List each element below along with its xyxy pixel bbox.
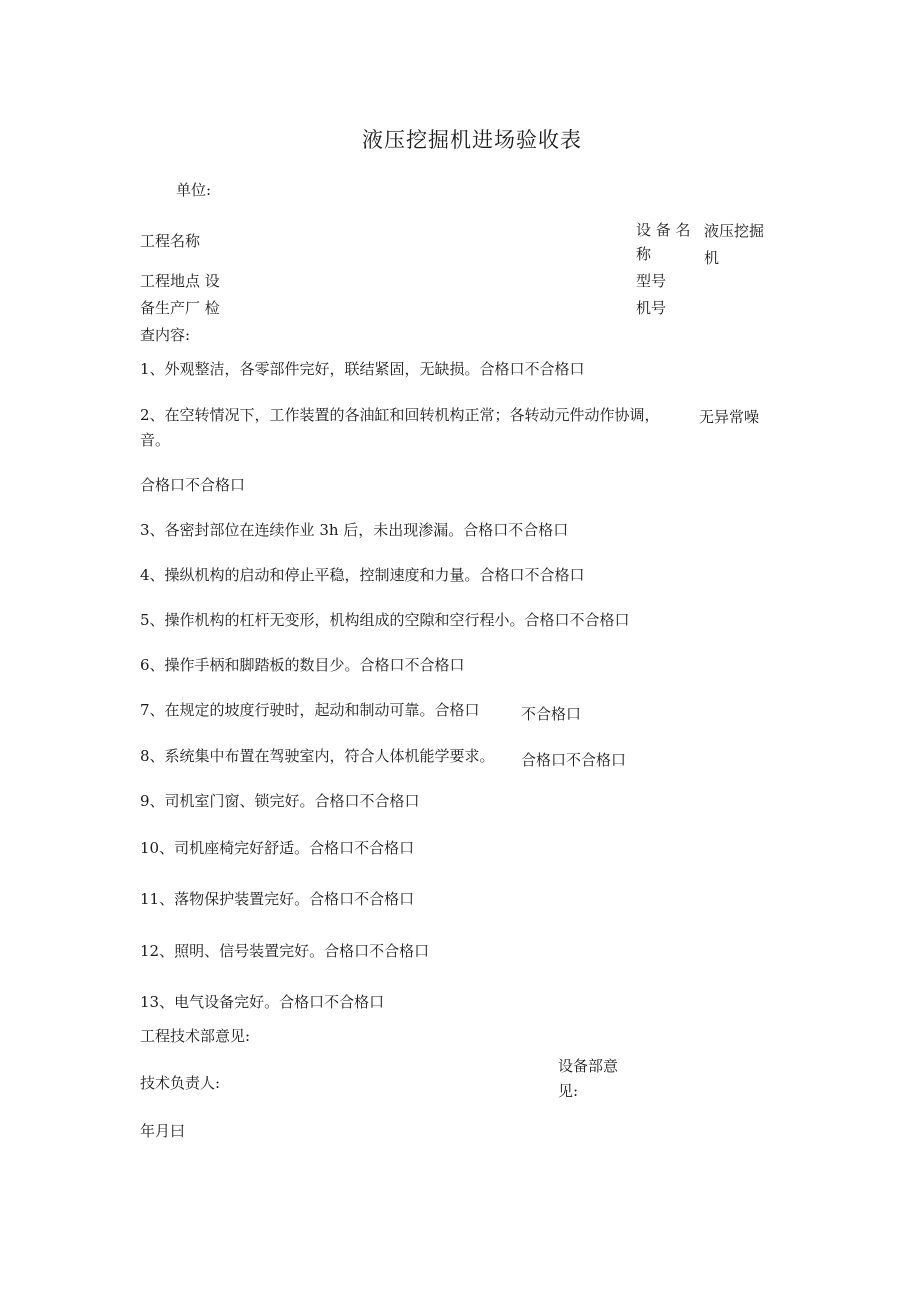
check-item-5: 5、操作机构的杠杆无变形，机构组成的空隙和空行程小。合格口不合格口 — [140, 611, 630, 629]
equipment-name-value-line1: 液压挖掘 — [704, 222, 765, 240]
project-name-label: 工程名称 — [140, 232, 201, 250]
machine-no-label: 机号 — [636, 299, 667, 317]
manufacturer-line: 备生产厂 检 — [140, 299, 220, 317]
check-item-8-side: 合格口不合格口 — [521, 751, 627, 769]
check-item-8: 8、系统集中布置在驾驶室内，符合人体机能学要求。 — [140, 747, 495, 765]
tech-person-label: 技术负责人: — [140, 1074, 221, 1092]
check-content-label: 查内容: — [140, 326, 191, 344]
equip-dept-opinion-line1: 设备部意 — [558, 1057, 619, 1075]
check-item-2-line2: 音。 — [140, 431, 171, 449]
tech-dept-opinion-label: 工程技术部意见: — [140, 1027, 251, 1045]
check-item-1: 1、外观整洁，各零部件完好，联结紧固，无缺损。合格口不合格口 — [140, 360, 585, 378]
check-item-12: 12、照明、信号装置完好。合格口不合格口 — [140, 942, 430, 960]
check-item-2-side: 无异常噪 — [699, 408, 760, 426]
check-item-7-side: 不合格口 — [521, 705, 582, 723]
check-item-9: 9、司机室门窗、锁完好。合格口不合格口 — [140, 792, 420, 810]
unit-label: 单位: — [176, 181, 212, 199]
check-item-2-line1: 2、在空转情况下，工作装置的各油缸和回转机构正常；各转动元件动作协调， — [140, 406, 660, 424]
document-title: 液压挖掘机进场验收表 — [362, 128, 582, 152]
equipment-name-label-line2: 称 — [636, 245, 652, 263]
model-label: 型号 — [636, 272, 667, 290]
check-item-11: 11、落物保护装置完好。合格口不合格口 — [140, 890, 415, 908]
check-item-13: 13、电气设备完好。合格口不合格口 — [140, 993, 385, 1011]
check-item-7: 7、在规定的坡度行驶时，起动和制动可靠。合格口 — [140, 701, 480, 719]
check-item-4: 4、操纵机构的启动和停止平稳，控制速度和力量。合格口不合格口 — [140, 566, 585, 584]
check-item-2-result: 合格口不合格口 — [140, 476, 246, 494]
equipment-name-label-line1: 设 备 名 — [636, 221, 691, 239]
project-location-line: 工程地点 设 — [140, 272, 220, 290]
equipment-name-value-line2: 机 — [704, 249, 720, 267]
equip-dept-opinion-line2: 见: — [558, 1082, 579, 1100]
date-label: 年月曰 — [140, 1122, 186, 1140]
check-item-6: 6、操作手柄和脚踏板的数目少。合格口不合格口 — [140, 656, 465, 674]
check-item-3: 3、各密封部位在连续作业 3h 后，未出现渗漏。合格口不合格口 — [140, 521, 569, 539]
check-item-10: 10、司机座椅完好舒适。合格口不合格口 — [140, 839, 415, 857]
